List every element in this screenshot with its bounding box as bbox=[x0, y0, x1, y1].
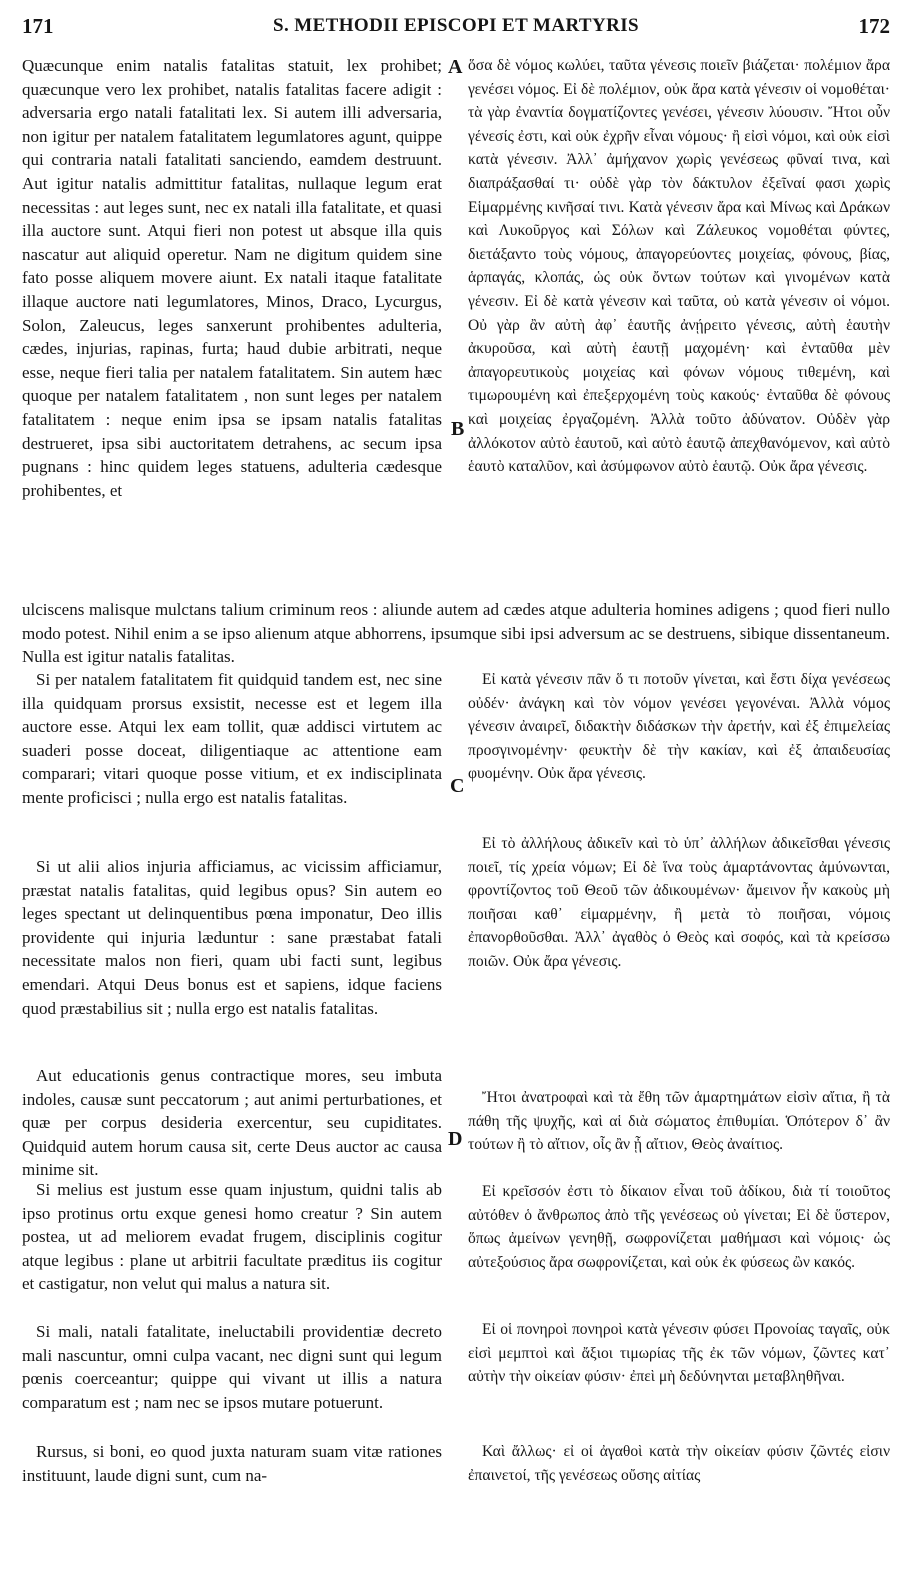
latin-paragraph-1-continued: ulciscens malisque mulctans talium criminum reos : aliunde autem ad cædes atque adulteria homines adigens ; quod fieri nullo modo potest. Nihil enim a se ipso alienum atque abhorrens, ipsumque sibi ipsi adversum ac se destruens, sibique dissentaneum. Nulla est igitur natalis fatalitas. bbox=[22, 600, 890, 667]
latin-paragraph-5: Si melius est justum esse quam injustum, quidni talis ab ipso protinus ortu exque genesi homo creatur ? Sin autem postea, ut ad meliorem evadat frugem, disciplinis cogitur atque legibus : plane ut arbitrii facultate præditus iis cogitur et castigatur, non velut qui malus a natura sit. bbox=[22, 1180, 442, 1294]
page-number-right: 172 bbox=[858, 14, 890, 38]
running-title: S. METHODII EPISCOPI ET MARTYRIS bbox=[273, 15, 639, 36]
latin-paragraph-6: Si mali, natali fatalitate, ineluctabili providentiæ decreto mali nascuntur, omni culpa vacant, nec digni sunt qui legum pœnis coerceantur; quippe qui vivant ut illis a natura comparatum est ; nam nec se ipsos mutare potuerunt. bbox=[22, 1322, 442, 1412]
latin-paragraph-2: Si per natalem fatalitatem fit quidquid tandem est, nec sine illa quidquam prorsus exsistit, necesse est et legem illa auctore esse. Atqui lex eam tollit, quæ addisci virtutem ac suaderi posse doceat, diligentiaque ac attentione eam comparari; vitari quoque posse vitium, et ex indisciplinata mente proficisci ; nulla ergo est natalis fatalitas. bbox=[22, 670, 442, 807]
latin-paragraph-3: Si ut alii alios injuria afficiamus, ac vicissim afficiamur, præstat natalis fatalitas, quid legibus opus? Sin autem eo leges spectant ut delinquentibus pœna imponatur, Deo illis providente qui injuria læduntur : sane præstabat fatali necessitate malos non fieri, quam ubi facti sunt, legibus emendari. Atqui Deus bonus est et sapiens, idque faciens quod præstabilius sit ; nulla ergo est natalis fatalitas. bbox=[22, 857, 442, 1018]
greek-paragraph-7: Καὶ ἄλλως· εἰ οἱ ἀγαθοὶ κατὰ τὴν οἰκείαν φύσιν ζῶντές εἰσιν ἐπαινετοί, τῆς γενέσεως οὔσης αἰτίας bbox=[468, 1443, 890, 1484]
greek-paragraph-1: ὅσα δὲ νόμος κωλύει, ταῦτα γένεσις ποιεῖν βιάζεται· πολέμιον ἄρα γενέσει νόμος. Εἰ δὲ πολέμιον, οὐκ ἄρα κατὰ γένεσιν οἱ νομοθέται· τὰ γὰρ ἐναντία δογματίζοντες γενέσει, γένεσιν λύουσιν. Ἤτοι οὖν γένεσίς ἐστι, καὶ οὐκ ἐχρῆν εἶναι νόμους· ἢ εἰσὶ νόμοι, καὶ οὐκ εἰσὶ κατὰ γένεσιν. Ἀλλ᾽ ἀμήχανον χωρὶς γενέσεως φῦναί τινα, καὶ διαπράξασθαί τι· οὐδὲ γὰρ τὸν δάκτυλον ἐξεῖναί φασι χωρὶς Εἱμαρμένης κινῆσαί τινι. Κατὰ γένεσιν ἄρα καὶ Μίνως καὶ Δράκων καὶ Λυκοῦργος καὶ Σόλων καὶ Ζάλευκος νομοθέται φύντες, διετάξαντο τοὺς νόμους, ἀπαγορεύοντες μοιχείας, φόνους, βίας, ἁρπαγάς, κλοπάς, ὡς οὐκ ὄντων τούτων καὶ γινομένων κατὰ γένεσιν. Εἰ δὲ κατὰ γένεσιν καὶ ταῦτα, οὐ κατὰ γένεσιν οἱ νόμοι. Οὐ γὰρ ἂν αὐτὴ ἀφ᾽ ἑαυτῆς ἀνῄρειτο γένεσις, αὐτὴ ἑαυτὴν ἀκυροῦσα, καὶ αὐτὴ ἑαυτῇ μαχομένη· καὶ ἐνταῦθα μὲν ἀπαγορευτικοὺς μοιχείας καὶ φόνων νόμους τιθεμένη, καὶ τιμωρουμένη καὶ ἐπεξερχομένη τοὺς κακούς· ἐνταῦθα δὲ φόνους καὶ μοιχείας ἐργαζομένη. Ἀλλὰ τοῦτο ἀδύνατον. Οὐδὲν γὰρ ἀλλόκοτον αὐτὸ ἑαυτοῦ, καὶ αὐτὸ ἑαυτῷ ἀπεχθανόμενον, καὶ αὐτὸ ἑαυτὸ καταλῦον, καὶ ἀσύμφωνον αὐτὸ ἑαυτῷ. Οὐκ ἄρα γένεσις. bbox=[468, 57, 890, 476]
section-marker-c: C bbox=[450, 775, 465, 797]
greek-paragraph-3: Εἰ τὸ ἀλλήλους ἀδικεῖν καὶ τὸ ὑπ᾽ ἀλλήλων ἀδικεῖσθαι γένεσις ποιεῖ, τίς χρεία νόμων; Εἰ δὲ ἵνα τοὺς ἁμαρτάνοντας ἀμύνωνται, φροντίζοντος τοῦ Θεοῦ τῶν ἀδικουμένων· ἄμεινον ἦν κακοὺς μὴ ποιῆσαι καθ᾽ εἱμαρμένην, ἢ μετὰ τὸ ποιῆσαι, νόμοις ἐπανορθοῦσθαι. Ἀλλ᾽ ἀγαθὸς ὁ Θεὸς καὶ σοφός, καὶ τὰ κρείσσω ποιῶν. Οὐκ ἄρα γένεσις. bbox=[468, 835, 890, 970]
page-header bbox=[0, 14, 912, 40]
greek-paragraph-2: Εἰ κατὰ γένεσιν πᾶν ὅ τι ποτοῦν γίνεται, καὶ ἔστι δίχα γενέσεως οὐδέν· ἀνάγκη καὶ τὸν νόμον γενέσει γεγονέναι. Ἀλλὰ νόμος γένεσιν ἀναιρεῖ, διδακτὴν διδάσκων τὴν ἀρετήν, καὶ ἐξ ἐπιμελείας προσγινομένην· φευκτὴν δὲ τὴν κακίαν, καὶ ἐξ ἀπαιδευσίας φυομένην. Οὐκ ἄρα γένεσις. bbox=[468, 671, 890, 783]
page-number-left: 171 bbox=[22, 14, 54, 38]
greek-paragraph-5: Εἰ κρεῖσσόν ἐστι τὸ δίκαιον εἶναι τοῦ ἀδίκου, διὰ τί τοιοῦτος αὐτόθεν ὁ ἄνθρωπος ἀπὸ τῆς γενέσεως οὐ γίνεται; Εἰ δὲ ὕστερον, ὅπως ἀμείνων γενηθῇ, σωφρονίζεται μαθήμασι καὶ νόμοις· ὡς αὐτεξούσιος ἄρα σωφρονίζεται, καὶ οὐκ ἐκ φύσεως ὢν κακός. bbox=[468, 1183, 890, 1271]
latin-paragraph-7: Rursus, si boni, eo quod juxta naturam suam vitæ rationes instituunt, laude digni sunt, cum na- bbox=[22, 1442, 442, 1485]
greek-paragraph-4: Ἤτοι ἀνατροφαὶ καὶ τὰ ἔθη τῶν ἁμαρτημάτων εἰσὶν αἴτια, ἢ τὰ πάθη τῆς ψυχῆς, καὶ αἱ διὰ σώματος ἐπιθυμίαι. Ὁπότερον δ᾽ ἂν τούτων ἢ τὸ αἴτιον, οἷς ἂν ᾖ αἴτιον, Θεὸς ἀναίτιος. bbox=[468, 1089, 890, 1154]
section-marker-d: D bbox=[448, 1128, 463, 1150]
section-marker-b: B bbox=[451, 418, 465, 440]
greek-paragraph-6: Εἰ οἱ πονηροὶ πονηροὶ κατὰ γένεσιν φύσει Προνοίας ταγαῖς, οὐκ εἰσὶ μεμπτοὶ καὶ ἄξιοι τιμωρίας τῆς ἐκ τῶν νόμων, ζῶντες κατ᾽ αὐτὴν τὴν οἰκείαν φύσιν· ἐπεὶ μὴ δεδύνηνται μεταβληθῆναι. bbox=[468, 1321, 890, 1386]
section-marker-a: A bbox=[448, 56, 463, 78]
latin-paragraph-1: Quæcunque enim natalis fatalitas statuit, lex prohibet; quæcunque vero lex prohibet, natalis fatalitas facere adigit : adversaria ergo natali fatalitati lex. Si autem illi adversaria, non igitur per natalem fatalitatem legumlatores agunt, quippe qui contraria natali fatalitati sanciendo, eamdem destruunt. Aut igitur natalis admittitur fatalitas, nullaque legum erat necessitas : aut leges sunt, nec ex natali illa fatalitate, et quasi illa auctore sunt. Atqui fieri non potest ut absque illa quis nascatur aut aliquid operetur. Nam ne digitum quidem sine fato posse aliquem movere aiunt. Ex natali itaque fatalitate illaque auctore nati legumlatores, Minos, Draco, Lycurgus, Solon, Zaleucus, leges sanxerunt prohibentes adulteria, cædes, injurias, rapinas, furta; haud dubie arbitrati, neque esse, neque fieri talia per natalem fatalitatem. Sin autem hæc quoque per natalem fatalitatem , non sunt leges per natalem fatalitatem : neque enim ipsa se ipsam natalis fatalitas destrueret, ipsa sibi auctoritatem detrahens, ac secum ipsa pugnans : hinc quidem leges statuens, adulteria cædesque prohibentes, et bbox=[22, 56, 442, 500]
latin-paragraph-4: Aut educationis genus contractique mores, seu imbuta indoles, causæ sunt peccatorum ; aut animi perturbationes, et quæ per corpus desideria exercentur, seu cupiditates. Quidquid autem horum causa sit, certe Deus auctor ac causa minime sit. bbox=[22, 1066, 442, 1180]
